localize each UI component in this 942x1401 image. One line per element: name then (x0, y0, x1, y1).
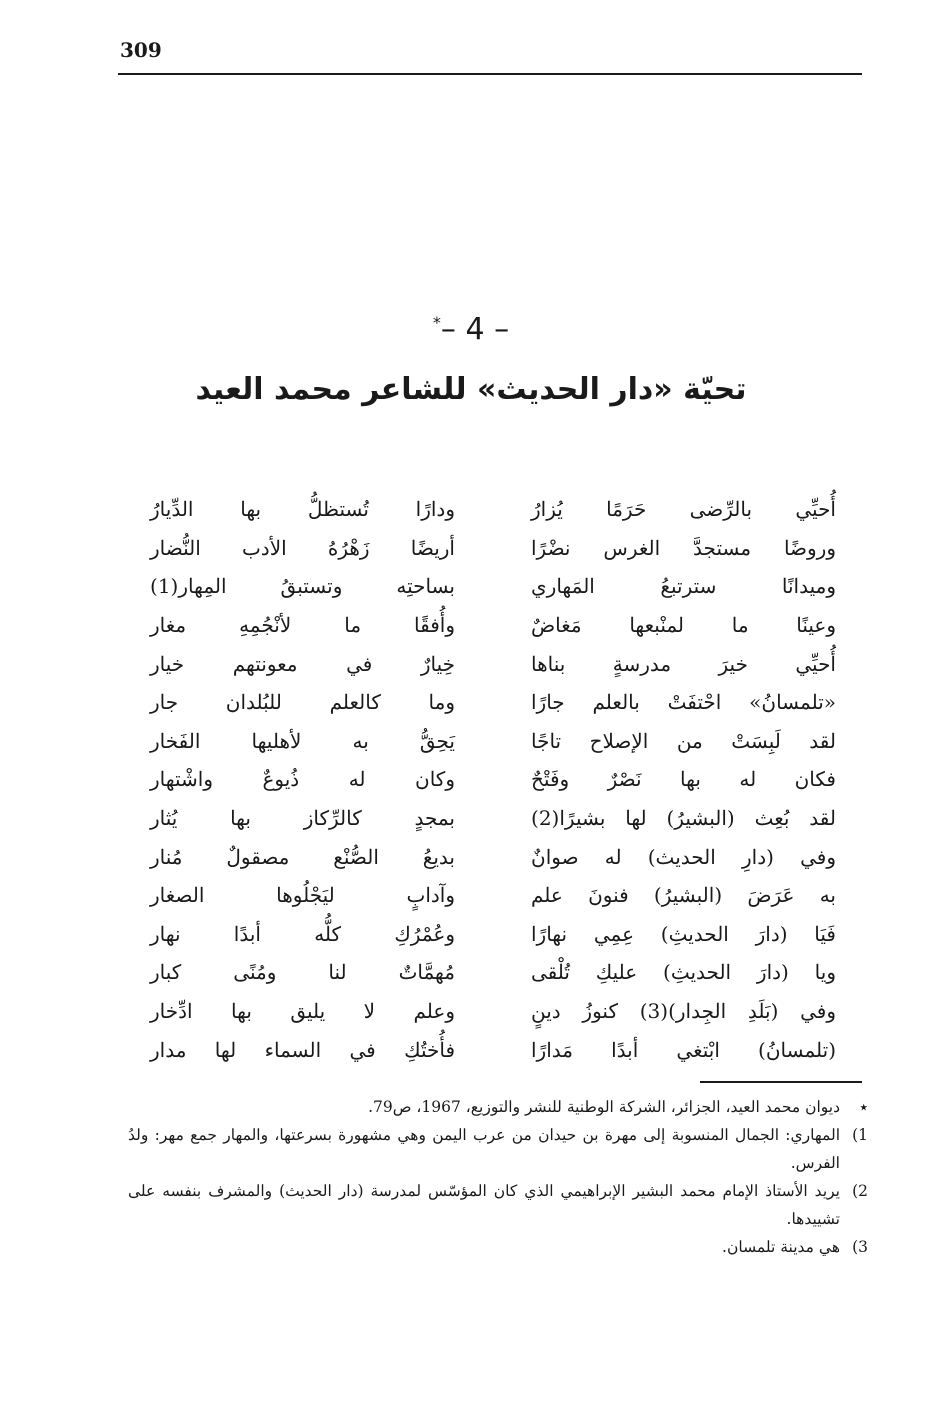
poem-title: تحيّة «دار الحديث» للشاعر محمد العيد (195, 372, 747, 407)
footnotes (128, 1093, 868, 1261)
page-number: 309 (120, 38, 162, 62)
verse-first-hemistich: أُحيِّي خيرَ مدرسةٍ بناها (531, 651, 836, 676)
verse-first-hemistich: به عَرَضَ (البشيرُ) فنونَ علم (531, 883, 836, 908)
verse-line (150, 644, 836, 683)
verse-second-hemistich: وآدابٍ ليَجْلُوها الصغار (150, 883, 455, 908)
verse-first-hemistich: لقد لَبِسَتْ من الإصلاح تاجًا (531, 728, 836, 753)
verse-line (150, 876, 836, 915)
verse-first-hemistich: وميدانًا سترتبعُ المَهاري (531, 574, 836, 599)
verse-line (150, 683, 836, 722)
verse-line (150, 567, 836, 606)
verse-first-hemistich: فكان له بها نَصْرٌ وفَتْحٌ (531, 767, 836, 792)
verse-line (150, 529, 836, 568)
header-rule (118, 73, 862, 75)
verse-line (150, 606, 836, 645)
verse-first-hemistich: وفي (دارِ الحديث) له صوانٌ (531, 844, 836, 869)
footnote-mark: (3 (852, 1238, 868, 1256)
verse-second-hemistich: وعلم لا يليق بها ادِّخار (150, 999, 455, 1024)
verse-second-hemistich: وأُفقًا ما لأنْجُمِهِ مغار (150, 613, 455, 638)
footnote-mark: (1 (852, 1126, 868, 1144)
footnote-mark: ٭ (859, 1098, 868, 1116)
verse-first-hemistich: (تلمسانُ) ابْتغي أبدًا مَدارًا (531, 1037, 836, 1062)
verse-first-hemistich: «تلمسانُ» احْتفَتْ بالعلم جارًا (531, 690, 836, 715)
verse-second-hemistich: بمجدٍ كالرِّكاز بها يُثار (150, 806, 455, 831)
verse-line (150, 760, 836, 799)
footnote (128, 1233, 868, 1261)
footnote-text: هي مدينة تلمسان. (722, 1238, 840, 1256)
verse-second-hemistich: ودارًا تُستظلُّ بها الدِّيارُ (150, 497, 455, 522)
verse-line (150, 953, 836, 992)
footnote-text: يريد الأستاذ الإمام محمد البشير الإبراهيمي الذي كان المؤسّس لمدرسة (دار الحديث) والمشرف بنفسه على تشييدها. (128, 1182, 840, 1228)
verse-second-hemistich: وكان له ذُيوعٌ واشْتهار (150, 767, 455, 792)
verse-line (150, 1030, 836, 1069)
verse-second-hemistich: فأُختُكِ في السماء لها مدار (150, 1037, 455, 1062)
verse-second-hemistich: أريضًا زَهْرُهُ الأدب النُّضار (150, 535, 455, 560)
verse-second-hemistich: وما كالعلم للبُلدان جار (150, 690, 455, 715)
verse-first-hemistich: فَيَا (دارَ الحديثِ) عِمِي نهارًا (531, 921, 836, 946)
footnote-rule (700, 1081, 862, 1083)
verse-second-hemistich: وعُمْرُكِ كلُّه أبدًا نهار (150, 921, 455, 946)
footnote (128, 1177, 868, 1233)
verse-second-hemistich: خِيارٌ في معونتهم خيار (150, 651, 455, 676)
poem-number-text: – 4 – (440, 312, 510, 347)
poem-number (0, 312, 942, 347)
footnote-text: المهاري: الجمال المنسوبة إلى مهرة بن حيدان من عرب اليمن وهي مشهورة بسرعتها، والمهار جمع مهر: ولدُ الفرس. (128, 1126, 840, 1172)
footnote-text: ديوان محمد العيد، الجزائر، الشركة الوطنية للنشر والتوزيع، 1967، ص79. (368, 1098, 840, 1116)
verse-first-hemistich: ويا (دارَ الحديثِ) عليكِ تُلْقى (531, 960, 836, 985)
verse-first-hemistich: وعينًا ما لمنْبعها مَغاضٌ (531, 613, 836, 638)
verse-first-hemistich: لقد بُعِث (البشيرُ) لها بشيرًا(2) (531, 806, 836, 831)
verse-second-hemistich: مُهمَّاتٌ لنا ومُنًى كبار (150, 960, 455, 985)
verse-line (150, 722, 836, 761)
verse-line (150, 915, 836, 954)
footnote (128, 1121, 868, 1177)
poem-verses (150, 490, 836, 1069)
verse-second-hemistich: بديعُ الصُّنْع مصقولٌ مُنار (150, 844, 455, 869)
verse-first-hemistich: أُحيِّي بالرِّضى حَرَمًا يُزارُ (531, 497, 836, 522)
poem-source-marker: * (432, 313, 441, 332)
verse-second-hemistich: بساحتِه وتستبقُ المِهار(1) (150, 574, 455, 599)
verse-first-hemistich: وفي (بَلَدِ الجِدار)(3) كنوزُ دينٍ (531, 999, 836, 1024)
footnote (128, 1093, 868, 1121)
verse-first-hemistich: وروضًا مستجدَّ الغرس نضْرًا (531, 535, 836, 560)
verse-line (150, 490, 836, 529)
footnote-mark: (2 (852, 1182, 868, 1200)
verse-line (150, 837, 836, 876)
verse-line (150, 799, 836, 838)
verse-line (150, 992, 836, 1031)
verse-second-hemistich: يَحِقُّ به لأهليها الفَخار (150, 728, 455, 753)
